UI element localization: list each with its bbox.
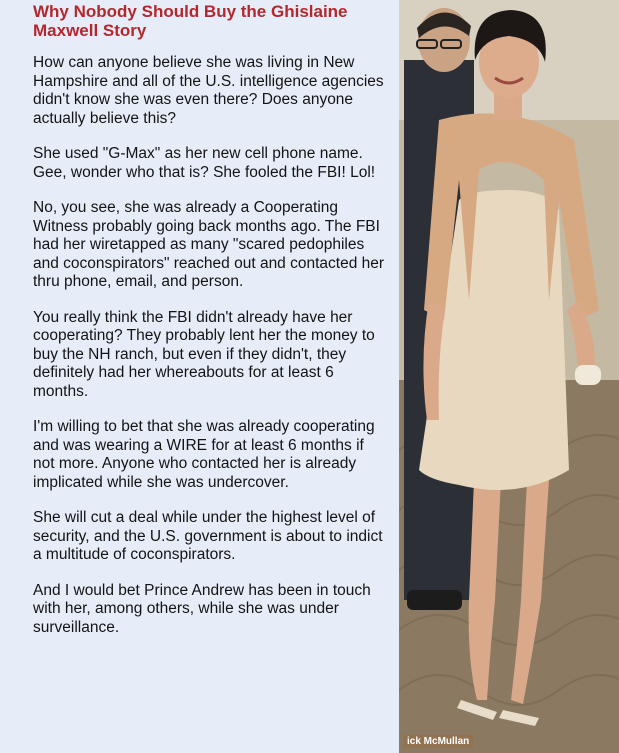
- paragraph: She will cut a deal while under the highest level of security, and the U.S. government is about to indict a multitude of coconspirators.: [33, 509, 383, 563]
- article-title: Why Nobody Should Buy the Ghislaine Maxwell Story: [33, 2, 348, 40]
- paragraph: She used "G-Max" as her new cell phone name. Gee, wonder who that is? She fooled the FBI! Lol!: [33, 145, 376, 181]
- photo-illustration: [399, 0, 619, 753]
- paragraph: I'm willing to bet that she was already cooperating and was wearing a WIRE for at least 6 months if not more. Anyone who contacted her is already implicated while she was undercover.: [33, 418, 375, 491]
- photo-credit: ick McMullan: [403, 735, 473, 748]
- paragraph: And I would bet Prince Andrew has been in touch with her, among others, while she was under surveillance.: [33, 581, 371, 636]
- paragraph: No, you see, she was already a Cooperating Witness probably going back months ago. The FBI had her wiretapped as many "scared pedophiles and coconspirators" reached out and contacted her thru phone, email, and person.: [33, 199, 385, 290]
- paragraph: How can anyone believe she was living in New Hampshire and all of the U.S. intelligence agencies didn't know she was even there? Does anyone actually believe this?: [33, 54, 384, 127]
- paragraph: You really think the FBI didn't already have her cooperating? They probably lent her the money to buy the NH ranch, but even if they didn't, they definitely had her whereabouts for at least 6 months.: [33, 308, 375, 400]
- photo: [399, 0, 619, 753]
